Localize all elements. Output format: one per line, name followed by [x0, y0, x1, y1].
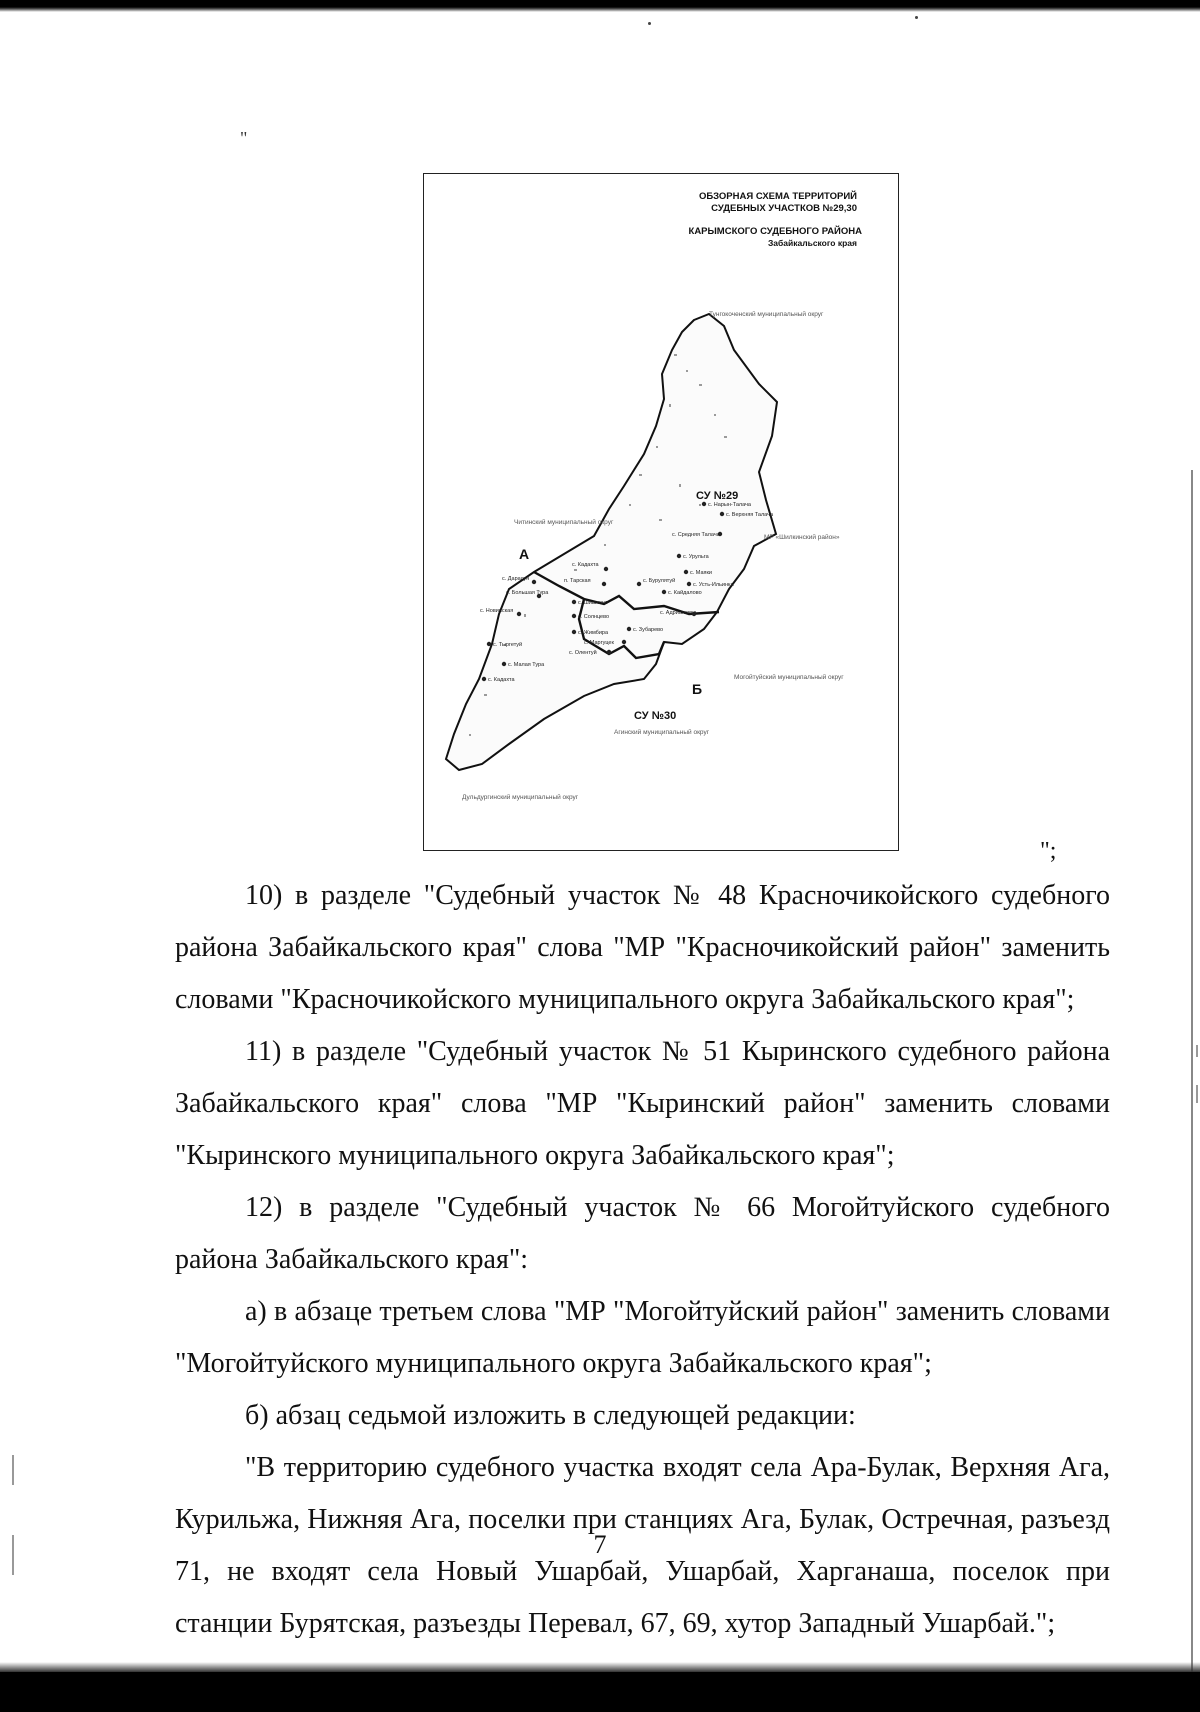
scan-speck — [648, 22, 651, 25]
overview-map — [423, 173, 899, 851]
settlement-label: с. Шишкино — [578, 600, 608, 606]
page-number: 7 — [593, 1530, 607, 1559]
paragraph-10: 10) в разделе "Судебный участок № 48 Красночикойского судебного района Забайкальского края" слова "МР "Красночикойский район" заменить словами "Красночикойского муниципального округа Забайкальского края"; — [175, 880, 1110, 1015]
settlement-label: с. Тыргетуй — [493, 642, 523, 648]
neighbor-label: Агинский муниципальный округ — [614, 729, 710, 736]
paragraph-12a: а) в абзаце третьем слова "МР "Могойтуйский район" заменить словами "Могойтуйского муниципального округа Забайкальского края"; — [175, 1296, 1110, 1379]
settlement-label: с. Солнцево — [578, 614, 610, 620]
paragraph-12c: "В территорию судебного участка входят села Ара-Булак, Верхняя Ага, Курильжа, Нижняя Ага, поселки при станциях Ага, Булак, Остречная, разъезд 71, не входят села Новый Ушарбай, Ушарбай, Харганаша, поселок при станции Бурятская, разъезды Перевал, 67, 69, хутор Западный Ушарбай."; — [175, 1452, 1110, 1639]
neighbor-label: Дульдургинский муниципальный округ — [462, 794, 579, 801]
map-title — [689, 190, 863, 248]
settlement-dot — [684, 570, 688, 574]
settlement-dot — [637, 582, 641, 586]
scan-speck — [915, 16, 918, 19]
map-drawing — [424, 174, 900, 852]
settlement-label: с. Адриановка — [660, 610, 697, 616]
map-title-line: ОБЗОРНАЯ СХЕМА ТЕРРИТОРИЙ — [698, 191, 857, 202]
settlement-label: с. Верхняя Талача — [726, 512, 774, 518]
scan-top-edge — [0, 0, 1200, 12]
opening-quote-mark: " — [240, 128, 248, 148]
scan-mark — [1196, 1045, 1198, 1057]
settlement-label: с. Урульга — [683, 554, 709, 560]
settlement-label: с. Маргуцек — [584, 640, 614, 646]
scan-mark — [12, 1455, 14, 1485]
closing-quote-mark: "; — [1040, 838, 1057, 864]
settlement-label: с. Усть-Ильинка — [693, 582, 734, 588]
settlement-label: с. Маяки — [690, 570, 712, 576]
settlement-dot — [572, 614, 576, 618]
point-label-b: Б — [692, 681, 703, 697]
settlement-label: с. Нарын-Талача — [708, 502, 751, 508]
map-title-line: КАРЫМСКОГО СУДЕБНОГО РАЙОНА — [688, 226, 862, 237]
paragraph-12: 12) в разделе "Судебный участок № 66 Могойтуйского судебного района Забайкальского края": — [175, 1192, 1110, 1275]
settlement-dot — [517, 612, 521, 616]
zone-label-su30: СУ №30 — [634, 710, 677, 722]
zone-label-su29: СУ №29 — [696, 490, 739, 502]
neighbor-label: МР «Шилкинский район» — [764, 534, 840, 541]
paragraph-12b: б) абзац седьмой изложить в следующей редакции: — [245, 1400, 856, 1431]
settlement-label: с. Новинская — [480, 608, 514, 614]
settlement-label: с. Средняя Талача — [672, 532, 720, 538]
settlement-dot — [602, 582, 606, 586]
scan-mark — [1196, 1085, 1198, 1103]
settlement-label: п. Тарская — [564, 578, 591, 584]
settlement-label: с. Зубарево — [633, 627, 664, 633]
settlement-label: с. Жимбира — [578, 630, 609, 636]
settlement-dot — [502, 662, 506, 666]
settlement-label: с. Бурулятуй — [643, 578, 676, 584]
neighbor-label: Могойтуйский муниципальный округ — [734, 674, 844, 681]
settlement-dot — [627, 627, 631, 631]
settlement-dot — [532, 580, 536, 584]
settlement-dot — [572, 600, 576, 604]
settlement-label: с. Малая Тура — [508, 662, 545, 668]
neighbor-label: Читинский муниципальный округ — [514, 519, 614, 526]
settlement-label: с. Кадахта — [572, 562, 599, 568]
district-boundary — [446, 314, 777, 770]
map-title-line: СУДЕБНЫХ УЧАСТКОВ №29,30 — [711, 203, 857, 214]
scan-right-edge — [1191, 470, 1193, 1680]
map-title-line: Забайкальского края — [767, 238, 857, 248]
paragraph-11: 11) в разделе "Судебный участок № 51 Кыринского судебного района Забайкальского края" слова "МР "Кыринский район" заменить словами "Кыринского муниципального округа Забайкальского края"; — [175, 1036, 1110, 1171]
settlement-dot — [662, 590, 666, 594]
settlement-dot — [604, 567, 608, 571]
settlement-dot — [487, 642, 491, 646]
settlement-label: с. Дарасун — [502, 576, 530, 582]
settlement-dot — [622, 640, 626, 644]
settlement-label: с. Олентуй — [569, 650, 597, 656]
settlement-dot — [687, 582, 691, 586]
settlement-dot — [572, 630, 576, 634]
settlement-label: с. Кадахта — [488, 677, 515, 683]
settlement-label: с. Кайдалово — [668, 590, 702, 596]
neighbor-label: Тунгокоченский муниципальный округ — [709, 311, 824, 318]
settlement-dot — [607, 650, 611, 654]
point-label-a: А — [519, 546, 530, 562]
settlement-dot — [720, 512, 724, 516]
scan-bottom-edge — [0, 1672, 1200, 1712]
settlement-dot — [677, 554, 681, 558]
settlement-dot — [482, 677, 486, 681]
settlement-dot — [702, 502, 706, 506]
settlement-label: с. Большая Тура — [506, 590, 549, 596]
